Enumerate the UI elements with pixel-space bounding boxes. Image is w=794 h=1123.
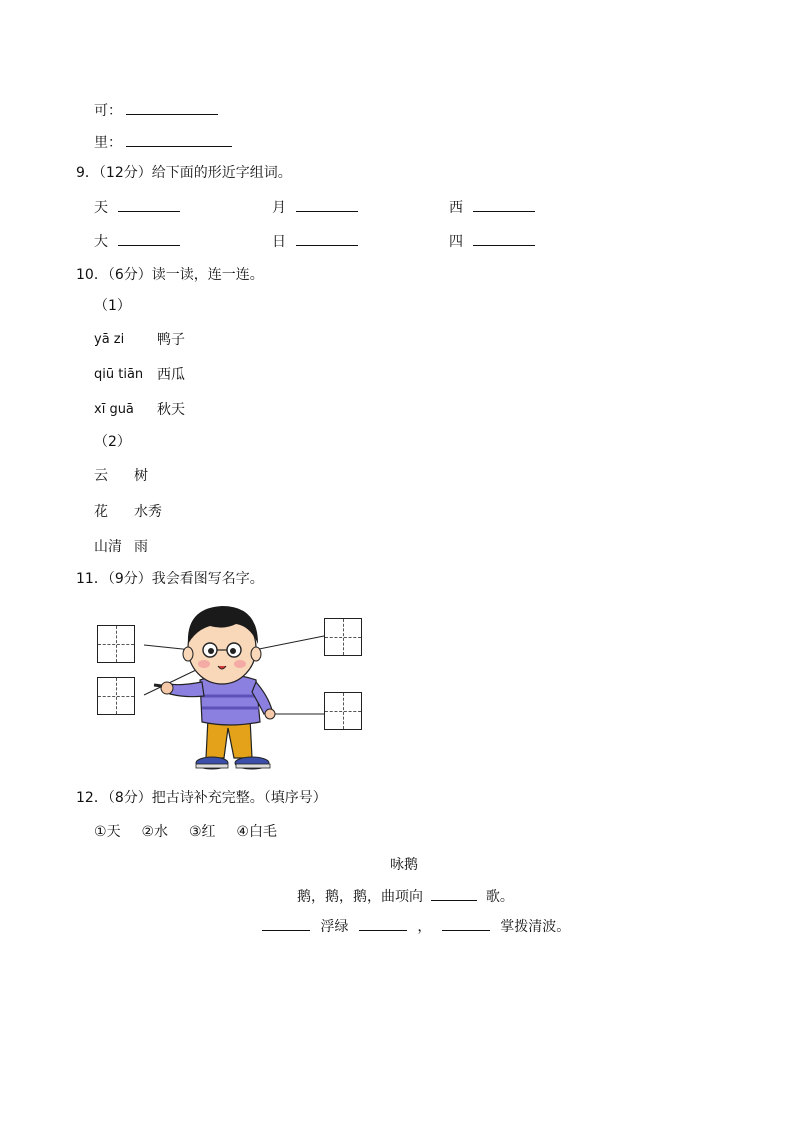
q8-row-2: 里： bbox=[94, 133, 232, 152]
answer-blank[interactable] bbox=[431, 887, 477, 901]
q8-char: 可 bbox=[94, 103, 108, 119]
answer-blank[interactable] bbox=[296, 198, 358, 212]
answer-blank[interactable] bbox=[442, 917, 490, 931]
q8-row-1: 可： bbox=[94, 101, 218, 120]
pinyin-item[interactable]: xī guā bbox=[94, 402, 134, 417]
answer-blank[interactable] bbox=[473, 198, 535, 212]
match-left-item[interactable]: 山清 bbox=[94, 539, 122, 555]
word-item[interactable]: 西瓜 bbox=[157, 367, 185, 383]
leader-line-ear bbox=[254, 636, 324, 650]
q9-item: 大 bbox=[94, 232, 180, 251]
option-item: ②水 bbox=[141, 824, 169, 840]
match-left-item[interactable]: 云 bbox=[94, 468, 108, 484]
answer-blank[interactable] bbox=[118, 232, 180, 246]
q9-title: 9．（12分）给下面的形近字组词。 bbox=[76, 165, 292, 181]
word-item[interactable]: 鸭子 bbox=[157, 332, 185, 348]
q10-part2-label: （2） bbox=[94, 434, 131, 450]
option-item: ④白毛 bbox=[236, 824, 277, 840]
boy-illustration bbox=[140, 600, 330, 778]
option-item: ①天 bbox=[94, 824, 121, 840]
answer-blank[interactable] bbox=[262, 917, 310, 931]
q12-options bbox=[94, 823, 277, 841]
writing-grid-box[interactable] bbox=[97, 677, 135, 715]
q9-item: 月 bbox=[272, 198, 358, 217]
answer-blank[interactable] bbox=[126, 101, 218, 115]
answer-blank[interactable] bbox=[126, 133, 232, 147]
q9-item: 天 bbox=[94, 198, 180, 217]
q11-title: 11．（9分）我会看图写名字。 bbox=[76, 571, 264, 587]
answer-blank[interactable] bbox=[359, 917, 407, 931]
answer-blank[interactable] bbox=[118, 198, 180, 212]
poem-title: 咏鹅 bbox=[390, 857, 418, 873]
q8-char: 里 bbox=[94, 135, 108, 151]
writing-grid-box[interactable] bbox=[97, 625, 135, 663]
match-right-item[interactable]: 雨 bbox=[134, 539, 148, 555]
answer-blank[interactable] bbox=[473, 232, 535, 246]
match-right-item[interactable]: 树 bbox=[134, 468, 148, 484]
q10-title: 10．（6分）读一读，连一连。 bbox=[76, 267, 264, 283]
poem-line-2: 浮绿 ， 掌拨清波。 bbox=[262, 917, 570, 936]
q12-title: 12．（8分）把古诗补充完整。（填序号） bbox=[76, 790, 327, 806]
match-right-item[interactable]: 水秀 bbox=[134, 504, 162, 520]
q9-item: 日 bbox=[272, 232, 358, 251]
word-item[interactable]: 秋天 bbox=[157, 402, 185, 418]
match-left-item[interactable]: 花 bbox=[94, 504, 108, 520]
answer-blank[interactable] bbox=[296, 232, 358, 246]
option-item: ③红 bbox=[188, 824, 216, 840]
q9-item: 四 bbox=[449, 232, 535, 251]
q9-item: 西 bbox=[449, 198, 535, 217]
pinyin-item[interactable]: qiū tiān bbox=[94, 367, 144, 382]
q10-part1-label: （1） bbox=[94, 298, 131, 314]
poem-line-1: 鹅，鹅，鹅，曲项向 歌。 bbox=[297, 889, 514, 905]
pinyin-item[interactable]: yā zi bbox=[94, 332, 125, 347]
